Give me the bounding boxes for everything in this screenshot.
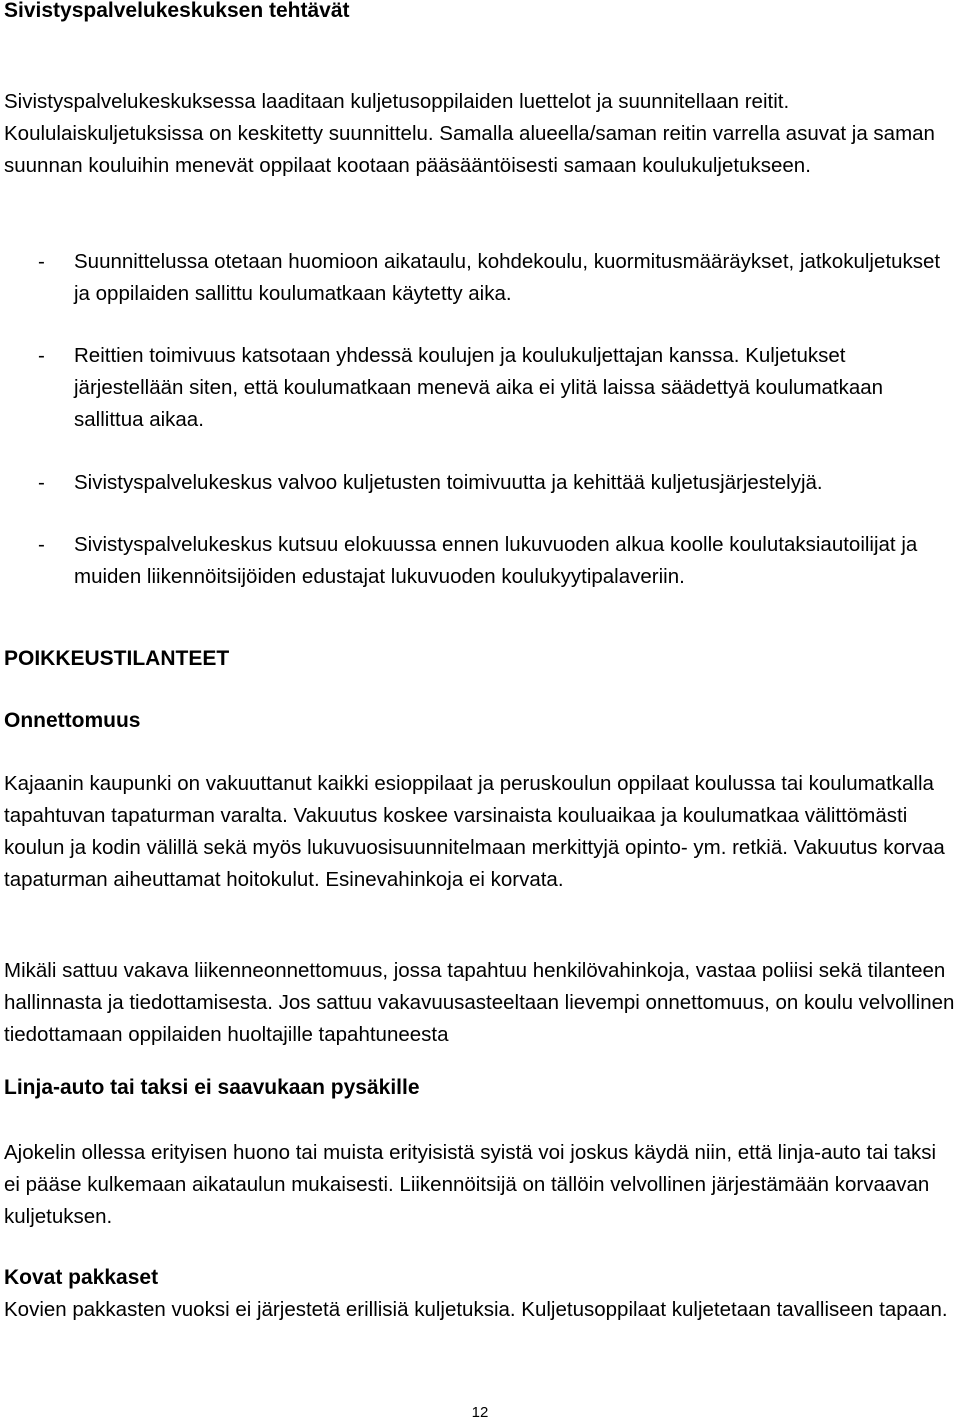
cold-heading: Kovat pakkaset bbox=[4, 1266, 159, 1289]
cold-paragraph: Kovien pakkasten vuoksi ei järjestetä erillisiä kuljetuksia. Kuljetusoppilaat kuljetetaan tavalliseen tapaan. bbox=[4, 1298, 948, 1321]
bullet-marker: - bbox=[38, 250, 45, 273]
page-number: 12 bbox=[471, 1404, 489, 1421]
bullet-marker: - bbox=[38, 344, 45, 367]
section-heading: POIKKEUSTILANTEET bbox=[4, 647, 230, 670]
bullet-text: Reittien toimivuus katsotaan yhdessä koulujen ja koulukuljettajan kanssa. Kuljetukset järjestellään siten, että koulumatkaan menevä aika ei ylitä laissa säädettyä koulumatkaan sallittua aikaa. bbox=[74, 344, 884, 431]
page-title: Sivistyspalvelukeskuksen tehtävät bbox=[4, 0, 350, 22]
bullet-item bbox=[4, 529, 956, 593]
accident-paragraph: Mikäli sattuu vakava liikenneonnettomuus, jossa tapahtuu henkilövahinkoja, vastaa poliisi sekä tilanteen hallinnasta ja tiedottamisesta. Jos sattuu vakavuusasteeltaan lievempi onnettomuus, on koulu velvollinen tiedottamaan oppilaiden huoltajille tapahtuneesta bbox=[4, 959, 955, 1046]
bus-missing-paragraph: Ajokelin ollessa erityisen huono tai muista erityisistä syistä voi joskus käydä niin, että linja-auto tai taksi ei pääse kulkemaan aikataulun mukaisesti. Liikennöitsijä on tällöin velvollinen järjestämään korvaavan kuljetuksen. bbox=[4, 1141, 937, 1228]
bus-missing-heading: Linja-auto tai taksi ei saavukaan pysäkille bbox=[4, 1076, 420, 1099]
bullet-text: Sivistyspalvelukeskus kutsuu elokuussa ennen lukuvuoden alkua koolle koulutaksiautoilijat ja muiden liikennöitsijöiden edustajat lukuvuoden koulukyytipalaveriin. bbox=[74, 533, 918, 588]
accident-heading: Onnettomuus bbox=[4, 709, 141, 732]
bullet-item bbox=[4, 246, 956, 310]
bullet-item bbox=[4, 340, 956, 436]
bullet-marker: - bbox=[38, 471, 45, 494]
bullet-item bbox=[4, 467, 956, 499]
bullet-text: Sivistyspalvelukeskus valvoo kuljetusten toimivuutta ja kehittää kuljetusjärjestelyjä. bbox=[74, 471, 823, 494]
intro-paragraph: Sivistyspalvelukeskuksessa laaditaan kuljetusoppilaiden luettelot ja suunnitellaan reitit. Koululaiskuljetuksissa on keskitetty suunnittelu. Samalla alueella/saman reitin varrella asuvat ja saman suunnan kouluihin menevät oppilaat kootaan pääsääntöisesti samaan koulukuljetukseen. bbox=[4, 90, 935, 177]
bullet-marker: - bbox=[38, 533, 45, 556]
bullet-text: Suunnittelussa otetaan huomioon aikataulu, kohdekoulu, kuormitusmääräykset, jatkokuljetukset ja oppilaiden sallittu koulumatkaan käytetty aika. bbox=[74, 250, 941, 305]
accident-paragraph: Kajaanin kaupunki on vakuuttanut kaikki esioppilaat ja peruskoulun oppilaat koulussa tai koulumatkalla tapahtuvan tapaturman varalta. Vakuutus koskee varsinaista kouluaikaa ja koulumatkaa välittömästi koulun ja kodin välillä sekä myös lukuvuosisuunnitelmaan merkittyjä opinto- ym. retkiä. Vakuutus korvaa tapaturman aiheuttamat hoitokulut. Esinevahinkoja ei korvata. bbox=[4, 772, 945, 891]
